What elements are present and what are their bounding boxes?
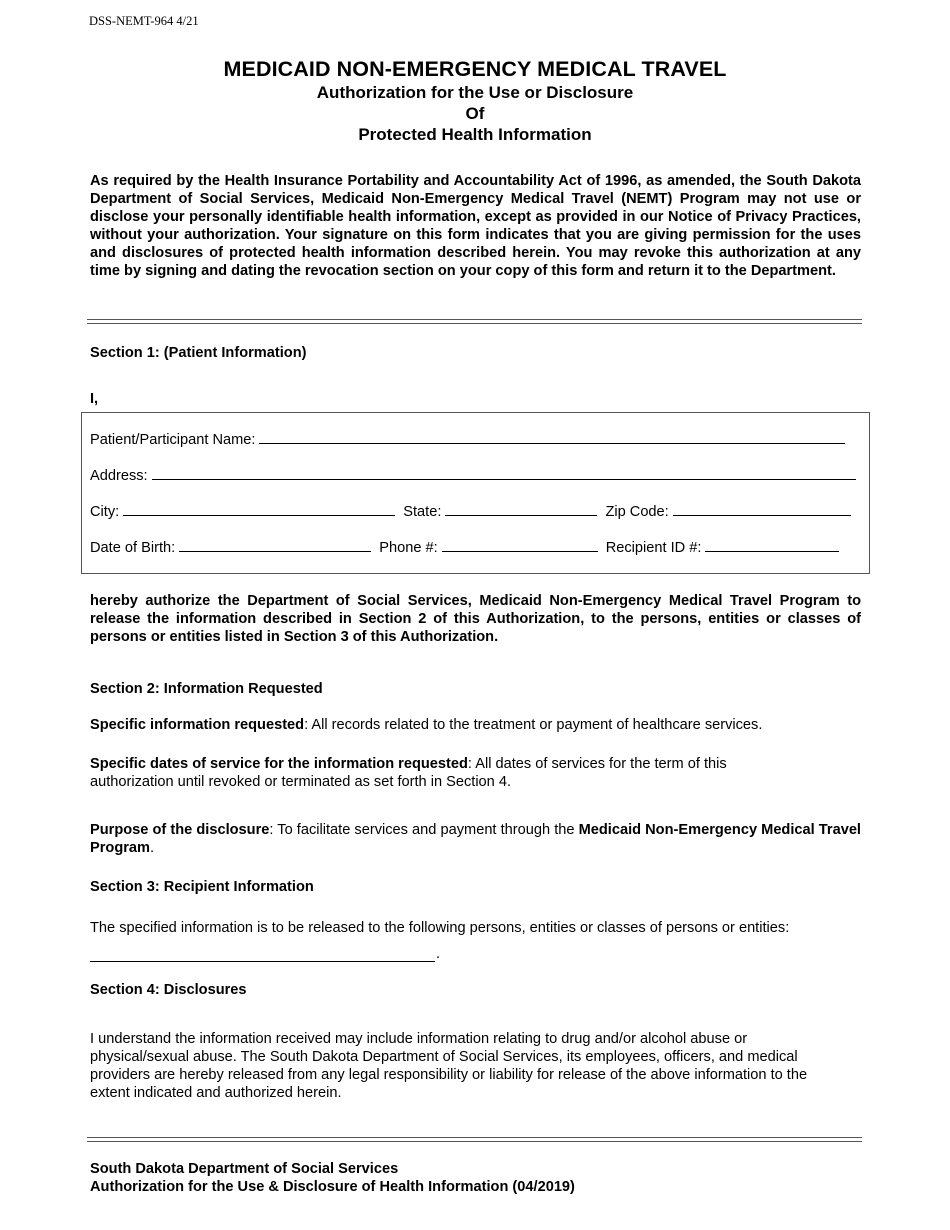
zip-label: Zip Code: [605, 504, 669, 520]
dob-label: Date of Birth: [90, 540, 176, 556]
subtitle-line-3: Protected Health Information [358, 125, 592, 144]
intro-paragraph: As required by the Health Insurance Portability and Accountability Act of 1996, as amended, the South Dakota Department of Social Services, Medicaid Non-Emergency Medical Travel (NEMT) Program may not use or disclose your personally identifiable health information, except as provided in our Notice of Privacy Practices, without your authorization. Your signature on this form indicates that you are giving permission for the uses and disclosures of protected health information described herein. You may revoke this authorization at any time by signing and dating the revocation section on your copy of this form and return it to the Department. [90, 173, 861, 279]
address-label: Address: [90, 468, 148, 484]
section4-text: I understand the information received may include information relating to drug and/or alcohol abuse or physical/sexual abuse. The South Dakota Department of Social Services, its employees, officers, and medical providers are hereby released from any legal responsibility or liability for release of the above information to the extent indicated and authorized herein. [90, 1031, 808, 1101]
recipient-line-end: . [436, 946, 441, 962]
subtitle-line-2: Of [465, 104, 485, 123]
dob-field[interactable] [179, 537, 371, 552]
patient-info-box [81, 412, 870, 574]
form-code: DSS-NEMT-964 4/21 [89, 14, 199, 28]
purpose-end: . [150, 840, 155, 856]
section4-heading: Section 4: Disclosures [90, 982, 247, 998]
address-field[interactable] [152, 465, 856, 480]
zip-field[interactable] [673, 501, 851, 516]
section3-heading: Section 3: Recipient Information [90, 879, 314, 895]
purpose-paragraph [90, 821, 861, 857]
address-row [90, 465, 856, 484]
purpose-program: Medicaid Non-Emergency Medical Travel Program [90, 822, 861, 856]
recipient-field[interactable] [90, 947, 435, 962]
name-label: Patient/Participant Name: [90, 432, 256, 448]
city-field[interactable] [123, 501, 395, 516]
section-divider-top [87, 319, 862, 324]
subtitle-line-1: Authorization for the Use or Disclosure [316, 83, 634, 102]
dates-label: Specific dates of service for the information requested [90, 756, 468, 772]
title-block [0, 56, 950, 145]
dob-row [90, 537, 839, 556]
specific-info-label: Specific information requested [90, 717, 305, 733]
purpose-value: : To facilitate services and payment through the [269, 822, 579, 838]
page-title: MEDICAID NON-EMERGENCY MEDICAL TRAVEL [223, 57, 727, 81]
recipient-id-field[interactable] [705, 537, 839, 552]
footer-line-2: Authorization for the Use & Disclosure of Health Information (04/2019) [90, 1179, 575, 1195]
authorization-statement: hereby authorize the Department of Social Services, Medicaid Non-Emergency Medical Travel Program to release the information described in Section 2 of this Authorization, to the persons, entities or classes of persons or entities listed in Section 3 of this Authorization. [90, 593, 861, 645]
phone-field[interactable] [442, 537, 598, 552]
i-label: I, [90, 391, 99, 407]
footer-line-1: South Dakota Department of Social Services [90, 1161, 399, 1177]
name-row [90, 429, 845, 448]
city-label: City: [90, 504, 120, 520]
footer [90, 1160, 575, 1196]
specific-info-paragraph [90, 716, 861, 734]
purpose-label: Purpose of the disclosure [90, 822, 270, 838]
phone-label: Phone #: [379, 540, 438, 556]
section3-text: The specified information is to be released to the following persons, entities or classes of persons or entities: [90, 920, 790, 936]
dates-paragraph [90, 755, 780, 791]
section1-heading: Section 1: (Patient Information) [90, 345, 307, 361]
state-label: State: [403, 504, 442, 520]
name-field[interactable] [259, 429, 845, 444]
state-field[interactable] [445, 501, 597, 516]
section-divider-bottom [87, 1137, 862, 1142]
dates-value: : All dates of services for the term of this authorization until revoked or terminated as set forth in Section 4. [90, 756, 727, 790]
city-row [90, 501, 851, 520]
section2-heading: Section 2: Information Requested [90, 681, 323, 697]
specific-info-value: : All records related to the treatment or payment of healthcare services. [304, 717, 763, 733]
recipient-id-label: Recipient ID #: [605, 540, 702, 556]
